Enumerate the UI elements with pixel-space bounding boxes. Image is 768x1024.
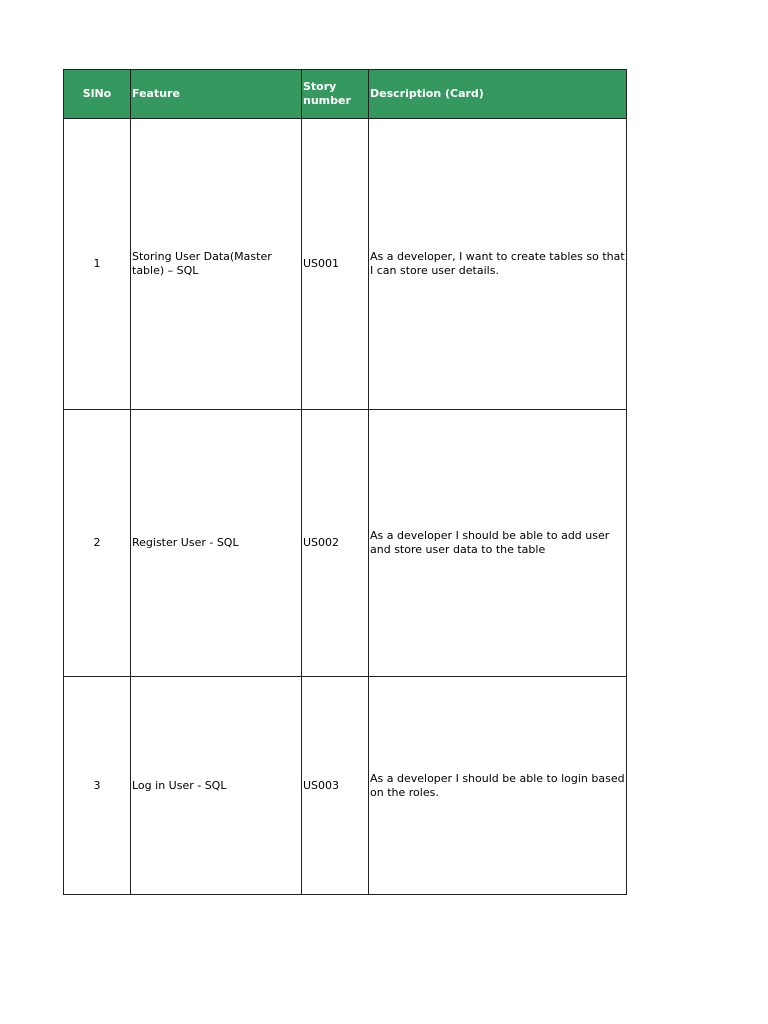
cell-slno: 3 [64,677,131,895]
cell-feature: Register User - SQL [131,410,302,677]
cell-description: As a developer I should be able to login based on the roles. [369,677,627,895]
cell-slno: 1 [64,119,131,410]
header-story-number: Story number [302,70,369,119]
cell-story-number: US002 [302,410,369,677]
cell-description: As a developer I should be able to add user and store user data to the table [369,410,627,677]
table-row [64,677,627,895]
header-row [64,70,627,119]
header-description: Description (Card) [369,70,627,119]
cell-story-number: US001 [302,119,369,410]
header-slno: SlNo [64,70,131,119]
cell-feature: Storing User Data(Master table) – SQL [131,119,302,410]
table-row [64,410,627,677]
user-stories-table [63,69,627,895]
table-row [64,119,627,410]
cell-slno: 2 [64,410,131,677]
cell-feature: Log in User - SQL [131,677,302,895]
cell-description: As a developer, I want to create tables so that I can store user details. [369,119,627,410]
cell-story-number: US003 [302,677,369,895]
header-feature: Feature [131,70,302,119]
